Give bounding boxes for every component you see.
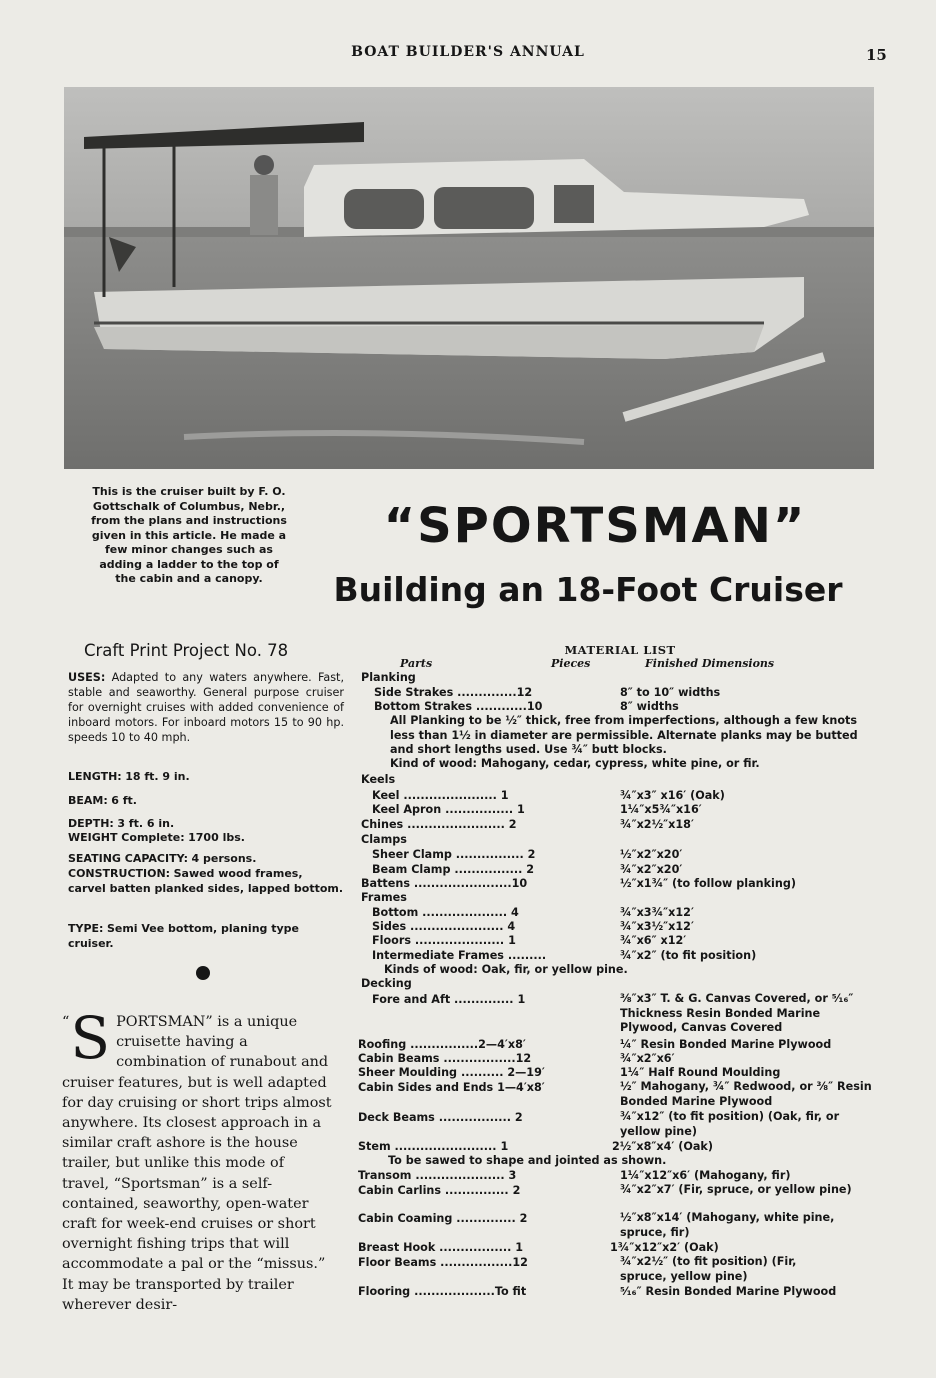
- part-keel: Keel ...................... 1: [372, 789, 509, 802]
- header-dimensions: Finished Dimensions: [645, 657, 775, 670]
- dim-cabin-coaming: ½″x8″x14′ (Mahogany, white pine, spruce, fir): [620, 1211, 835, 1239]
- part-flooring: Flooring ...................To fit: [358, 1285, 527, 1298]
- body-text: “ S PORTSMAN” is a unique cruisette having a combination of runabout and cruiser features, but is well adapted for day cruising or short trips almost anywhere. Its closest approach in a similar craft ashore is the house trailer, but unlike this mode of travel, “Sportsman” is a self-contained, seaworthy, open-water craft for week-end cruises or short overnight fishing trips that will accommodate a pal or the “missus.” It may be transported by trailer wherever desir-: [62, 1004, 332, 1313]
- part-cabin-carlins: Cabin Carlins ............... 2: [358, 1184, 521, 1197]
- planking-note: All Planking to be ½″ thick, free from imperfections, although a few knots less than 1½ in diameter are permissible. Alternate planks may be butted and short lengths used. Use ¾″ butt blocks.: [390, 714, 858, 757]
- spec-type: TYPE: Semi Vee bottom, planing type cruiser.: [68, 922, 300, 951]
- header-pieces: Pieces: [551, 657, 591, 670]
- dim-cabin-sides: ½″ Mahogany, ¾″ Redwood, or ⅜″ Resin Bonded Marine Plywood: [620, 1080, 872, 1108]
- dim-fore-aft: ⅜″x3″ T. & G. Canvas Covered, or ⁵⁄₁₆″ Thickness Resin Bonded Marine Plywood, Canvas Covered: [620, 992, 854, 1035]
- photo-caption: This is the cruiser built by F. O. Gottschalk of Columbus, Nebr., from the plans and instructions given in this article. He made a few minor changes such as adding a ladder to the top of the cabin and a canopy.: [91, 485, 287, 585]
- section-keels: Keels: [361, 773, 396, 786]
- dim-sheer-moulding: 1¼″ Half Round Moulding: [620, 1066, 781, 1079]
- dim-roofing: ¼″ Resin Bonded Marine Plywood: [620, 1038, 832, 1051]
- part-fore-aft: Fore and Aft .............. 1: [372, 993, 526, 1006]
- part-cabin-coaming: Cabin Coaming .............. 2: [358, 1212, 528, 1225]
- spec-depth: DEPTH: 3 ft. 6 in.: [68, 817, 175, 830]
- spec-beam: BEAM: 6 ft.: [68, 794, 137, 807]
- section-frames: Frames: [361, 891, 407, 904]
- section-planking: Planking: [361, 671, 416, 684]
- dim-frames-bottom: ¾″x3¾″x12′: [620, 906, 694, 919]
- planking-wood: Kind of wood: Mahogany, cedar, cypress, white pine, or fir.: [390, 757, 760, 770]
- part-cabin-beams: Cabin Beams .................12: [358, 1052, 532, 1065]
- dim-stem: 2½″x8″x4′ (Oak): [612, 1140, 713, 1153]
- spec-length: LENGTH: 18 ft. 9 in.: [68, 770, 190, 783]
- dim-deck-beams: ¾″x12″ (to fit position) (Oak, fir, or yellow pine): [620, 1110, 840, 1138]
- material-list-title: MATERIAL LIST: [564, 643, 676, 657]
- drop-cap: S: [70, 1004, 111, 1072]
- dim-bottom-strakes: 8″ widths: [620, 700, 679, 713]
- dim-battens: ½″x1¾″ (to follow planking): [620, 877, 796, 890]
- dim-cabin-beams: ¾″x2″x6′: [620, 1052, 675, 1065]
- frames-wood: Kinds of wood: Oak, fir, or yellow pine.: [384, 963, 628, 976]
- part-floor-beams: Floor Beams .................12: [358, 1256, 528, 1269]
- spec-uses: USES: Adapted to any waters anywhere. Fast, stable and seaworthy. General purpose cruiser for overnight cruises with added convenience of inboard motors. For inboard motors 15 to 90 hp. speeds 10 to 40 mph.: [68, 671, 344, 745]
- running-head: BOAT BUILDER'S ANNUAL: [351, 44, 585, 60]
- dim-sheer-clamp: ½″x2″x20′: [620, 848, 683, 861]
- spec-construction: CONSTRUCTION: Sawed wood frames, carvel batten planked sides, lapped bottom.: [68, 867, 344, 896]
- part-stem: Stem ........................ 1: [358, 1140, 509, 1153]
- part-frames-sides: Sides ...................... 4: [372, 920, 516, 933]
- dim-transom: 1¼″x12″x6′ (Mahogany, fir): [620, 1169, 791, 1182]
- dim-side-strakes: 8″ to 10″ widths: [620, 686, 721, 699]
- dim-frames-floors: ¾″x6″ x12′: [620, 934, 687, 947]
- dim-frames-sides: ¾″x3½″x12′: [620, 920, 694, 933]
- part-deck-beams: Deck Beams ................. 2: [358, 1111, 523, 1124]
- section-clamps: Clamps: [361, 833, 407, 846]
- dim-keel: ¾″x3″ x16′ (Oak): [620, 789, 725, 802]
- cruiser-photo: [64, 87, 874, 469]
- spec-weight: WEIGHT Complete: 1700 lbs.: [68, 831, 245, 844]
- dim-floor-beams: ¾″x2½″ (to fit position) (Fir, spruce, yellow pine): [620, 1255, 797, 1283]
- part-keel-apron: Keel Apron ................ 1: [372, 803, 525, 816]
- part-roofing: Roofing ................2—4′x8′: [358, 1038, 526, 1051]
- page-number: 15: [866, 46, 887, 64]
- section-bullet: [196, 966, 210, 980]
- dim-chines: ¾″x2½″x18′: [620, 818, 694, 831]
- part-bottom-strakes: Bottom Strakes ............10: [374, 700, 543, 713]
- article-subtitle: Building an 18-Foot Cruiser: [333, 570, 843, 609]
- dim-breast-hook: 1¾″x12″x2′ (Oak): [610, 1241, 719, 1254]
- part-transom: Transom ..................... 3: [358, 1169, 517, 1182]
- header-parts: Parts: [400, 657, 433, 670]
- part-battens: Battens .......................10: [361, 877, 528, 890]
- spec-seating: SEATING CAPACITY: 4 persons.: [68, 852, 257, 865]
- part-chines: Chines ....................... 2: [361, 818, 517, 831]
- part-beam-clamp: Beam Clamp ................ 2: [372, 863, 535, 876]
- dim-flooring: ⁵⁄₁₆″ Resin Bonded Marine Plywood: [620, 1285, 837, 1298]
- part-frames-floors: Floors ..................... 1: [372, 934, 516, 947]
- part-sheer-clamp: Sheer Clamp ................ 2: [372, 848, 536, 861]
- article-title: “SPORTSMAN”: [383, 498, 807, 554]
- part-cabin-sides: Cabin Sides and Ends 1—4′x8′: [358, 1081, 545, 1094]
- part-frames-bottom: Bottom .................... 4: [372, 906, 519, 919]
- dim-keel-apron: 1¼″x5¾″x16′: [620, 803, 702, 816]
- part-sheer-moulding: Sheer Moulding .......... 2—19′: [358, 1066, 545, 1079]
- section-decking: Decking: [361, 977, 412, 990]
- dim-cabin-carlins: ¾″x2″x7′ (Fir, spruce, or yellow pine): [620, 1183, 852, 1196]
- stem-note: To be sawed to shape and jointed as shown.: [388, 1154, 667, 1167]
- part-breast-hook: Breast Hook ................. 1: [358, 1241, 524, 1254]
- part-side-strakes: Side Strakes ..............12: [374, 686, 533, 699]
- project-heading: Craft Print Project No. 78: [84, 641, 289, 660]
- dim-intermediate-frames: ¾″x2″ (to fit position): [620, 949, 757, 962]
- part-intermediate-frames: Intermediate Frames .........: [372, 949, 547, 962]
- dim-beam-clamp: ¾″x2″x20′: [620, 863, 683, 876]
